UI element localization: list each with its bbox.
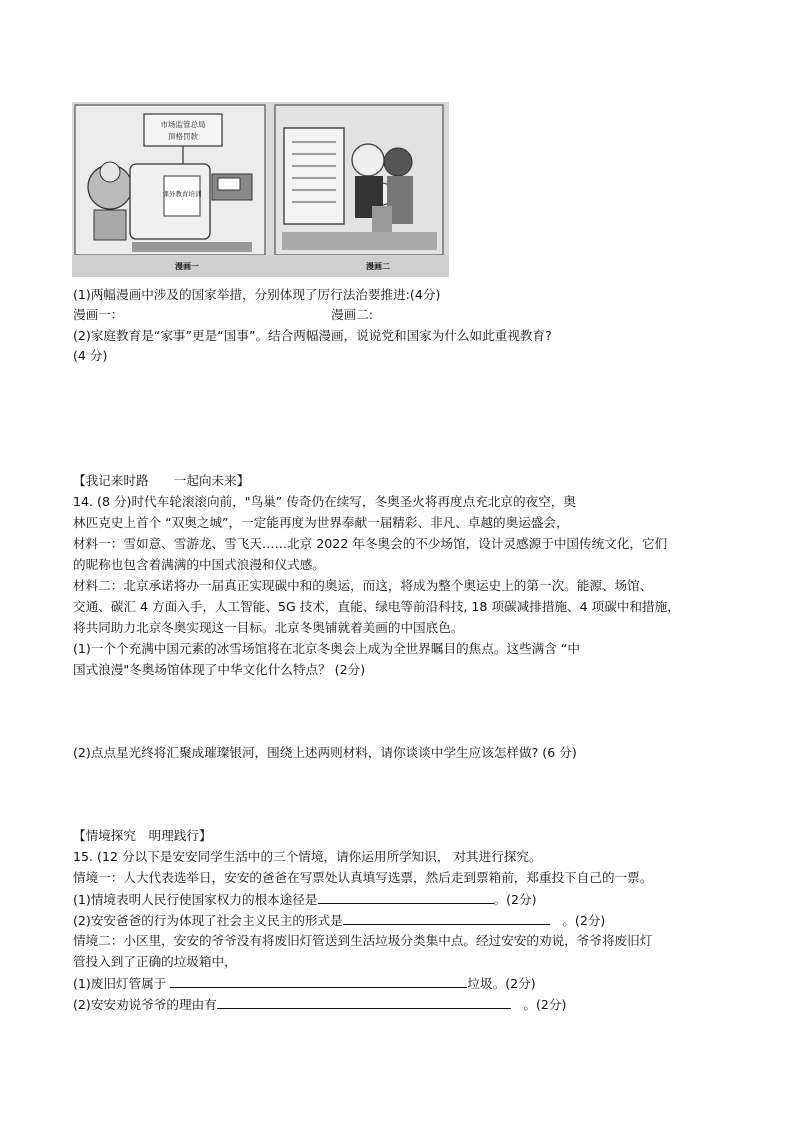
q13-answer-label-2: 漫画二:	[331, 307, 374, 322]
q14-line-6: 交通、碳汇 4 方面入手，人工智能、5G 技术，直能、绿电等前沿科技, 18 项碳减排措施、4 项碳中和措施，	[73, 599, 680, 614]
q15-q4-answer-blank[interactable]	[217, 994, 511, 1009]
q14-question-1-cont: 国式浪漫"冬奥场馆体现了中华文化什么特点？ (2分)	[73, 662, 366, 677]
sign-text-2: 顶格罚款	[168, 132, 198, 141]
q15-scenario-2: 情境二：小区里，安安的爷爷没有将废旧灯管送到生活垃圾分类集中点。经过安安的劝说，爷爷将废旧灯	[73, 933, 653, 948]
section-title-2: 【情境探究 明理践行】	[73, 828, 212, 843]
q14-line-7: 将共同助力北京冬奥实现这一目标。北京冬奥铺就着美画的中国底色。	[73, 620, 464, 635]
q14-question-2: (2)点点星光终将汇聚成璀璨银河，围绕上述两则材料，请你谈谈中学生应该怎样做? (6 分)	[73, 745, 577, 760]
q14-material-2: 材料二：北京承诺将办一届真正实现碳中和的奥运，而这，将成为整个奥运史上的第一次。能源、场馆、	[73, 578, 653, 593]
cartoon-caption-1: 漫画一	[175, 262, 199, 271]
q15-scenario-2-cont: 管投入到了正确的垃圾箱中，	[73, 954, 237, 969]
q15-q2-points: 。(2分)	[549, 913, 606, 928]
q15-line-1: 15. (12 分以下是安安同学生活中的三个情境，请你运用所学知识， 对其进行探究。	[73, 849, 542, 864]
q15-q1-answer-blank[interactable]	[318, 889, 494, 904]
q14-line-2: 林匹克史上首个 “双奥之城”，一定能再度为世界奉献一届精彩、非凡、卓越的奥运盛会，	[73, 515, 569, 530]
section-title-1: 【我记来时路 一起向未来】	[73, 473, 250, 488]
q15-question-3	[73, 973, 536, 994]
q15-q2-text: (2)安安爸爸的行为体现了社会主义民主的形式是	[73, 913, 343, 928]
q14-material-1: 材料一：雪如意、雪游龙、雪飞天……北京 2022 年冬奥会的不少场馆，设计灵感源于中国传统文化，它们	[73, 536, 668, 551]
q13-answer-label-1: 漫画一：	[73, 307, 124, 322]
box-text: 课外教育培训	[162, 190, 202, 198]
cartoon-caption-2: 漫画二	[366, 262, 390, 271]
q15-scenario-1: 情境一：人大代表选举日，安安的爸爸在写票处认真填写选票，然后走到票箱前，郑重投下自己的一票。	[73, 870, 653, 885]
sign-text-1: 市场监管总局	[160, 120, 206, 129]
q15-q3-answer-blank[interactable]	[170, 973, 467, 988]
q13-sub2-points: (4 分)	[73, 348, 108, 363]
q13-sub2: (2)家庭教育是“家事”更是“国事”。结合两幅漫画，说说党和国家为什么如此重视教育?	[73, 328, 552, 343]
q13-sub1: (1)两幅漫画中涉及的国家举措，分别体现了厉行法治要推进:(4分)	[73, 287, 441, 302]
q14-line-1: 14. (8 分)时代车轮滚滚向前，"鸟巢” 传奇仍在续写，冬奥圣火将再度点充北京的夜空，奥	[73, 494, 576, 509]
q15-question-2	[73, 910, 605, 931]
q15-q3-text: (1)废旧灯管属于	[73, 976, 171, 991]
q15-q1-text: (1)情境表明人民行使国家权力的根本途径是	[73, 892, 318, 907]
q15-q2-answer-blank[interactable]	[343, 910, 550, 925]
q14-line-4: 的昵称也包含着满满的中国式浪漫和仪式感。	[73, 557, 325, 572]
q15-q3-points: 垃圾。(2分)	[467, 976, 536, 991]
q15-question-4	[73, 994, 566, 1015]
cartoon-image	[72, 102, 449, 277]
q14-question-1: (1)一个个充满中国元素的冰雪场馆将在北京冬奥会上成为全世界瞩目的焦点。这些满含 “中	[73, 641, 580, 656]
q15-q4-points: 。(2分)	[510, 997, 567, 1012]
q15-q1-points: 。(2分)	[493, 892, 537, 907]
q15-question-1	[73, 889, 537, 910]
cartoon-illustration	[72, 102, 449, 277]
q15-q4-text: (2)安安劝说爷爷的理由有	[73, 997, 217, 1012]
